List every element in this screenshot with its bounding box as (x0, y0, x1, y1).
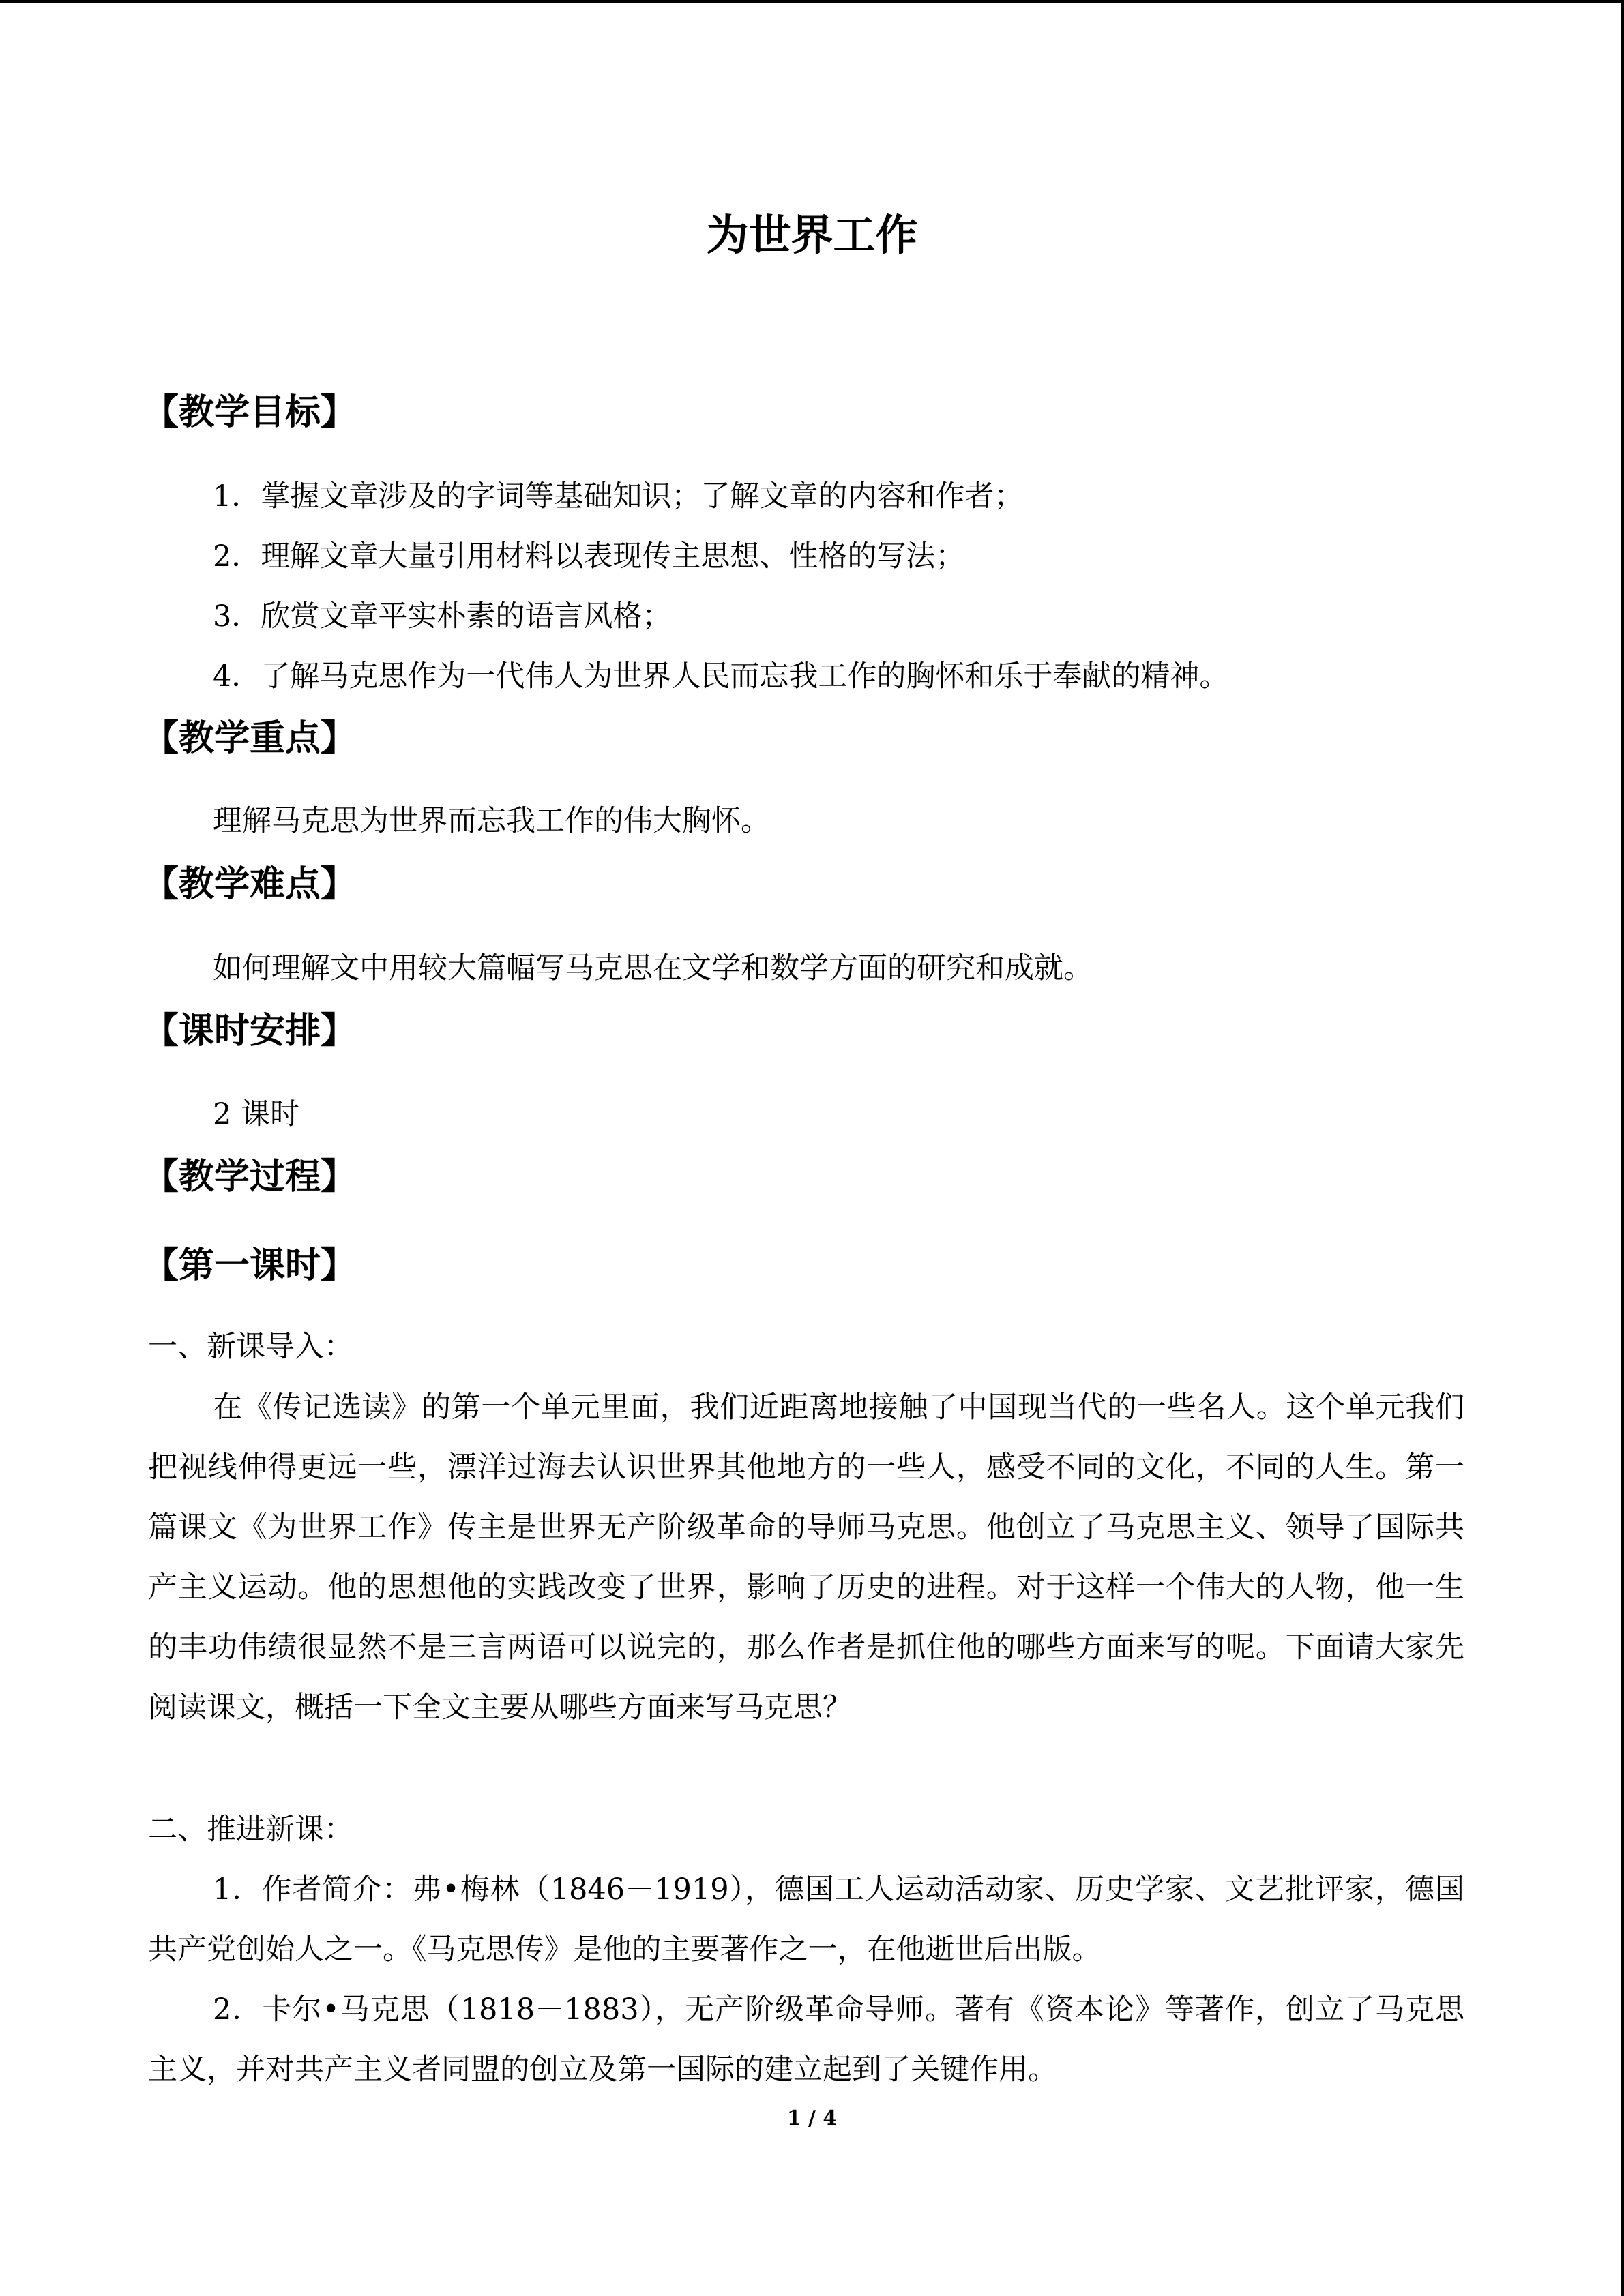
document-title: 为世界工作 (706, 210, 918, 260)
heading-key-points: 【教学重点】 (143, 718, 357, 759)
author-intro-paragraph: 1．作者简介：弗•梅林（1846－1919），德国工人运动活动家、历史学家、文艺批评家，德国共产党创始人之一。《马克思传》是他的主要著作之一，在他逝世后出版。 (148, 1873, 1464, 1967)
objective-item: 2．理解文章大量引用材料以表现传主思想、性格的写法； (213, 539, 965, 573)
objective-item: 4．了解马克思作为一代伟人为世界人民而忘我工作的胸怀和乐于奉献的精神。 (213, 659, 1229, 694)
difficulties-text: 如何理解文中用较大篇幅写马克思在文学和数学方面的研究和成就。 (213, 951, 1093, 985)
schedule-text: 2 课时 (213, 1097, 300, 1131)
heading-lesson-one: 【第一课时】 (143, 1245, 357, 1286)
objective-item: 3．欣赏文章平实朴素的语言风格； (213, 599, 672, 633)
key-points-text: 理解马克思为世界而忘我工作的伟大胸怀。 (213, 804, 770, 838)
advance-label: 二、推进新课： (148, 1813, 353, 1847)
intro-paragraph: 在《传记选读》的第一个单元里面，我们近距离地接触了中国现当代的一些名人。这个单元我们把视线伸得更远一些，漂洋过海去认识世界其他地方的一些人，感受不同的文化，不同的人生。第一篇课文《为世界工作》传主是世界无产阶级革命的导师马克思。他创立了马克思主义、领导了国际共产主义运动。他的思想他的实践改变了世界，影响了历史的进程。对于这样一个伟大的人物，他一生的丰功伟绩很显然不是三言两语可以说完的，那么作者是抓住他的哪些方面来写的呢。下面请大家先阅读课文，概括一下全文主要从哪些方面来写马克思？ (148, 1390, 1464, 1725)
heading-difficulties: 【教学难点】 (143, 864, 357, 905)
heading-process: 【教学过程】 (143, 1157, 357, 1197)
page-number: 1 / 4 (786, 2106, 838, 2130)
objective-item: 1．掌握文章涉及的字词等基础知识；了解文章的内容和作者； (213, 479, 1024, 513)
intro-label: 一、新课导入： (148, 1330, 353, 1364)
heading-schedule: 【课时安排】 (143, 1011, 357, 1052)
heading-objectives: 【教学目标】 (143, 392, 357, 433)
marx-intro-paragraph: 2．卡尔•马克思（1818－1883），无产阶级革命导师。著有《资本论》等著作，创立了马克思主义，并对共产主义者同盟的创立及第一国际的建立起到了关键作用。 (148, 1993, 1464, 2087)
